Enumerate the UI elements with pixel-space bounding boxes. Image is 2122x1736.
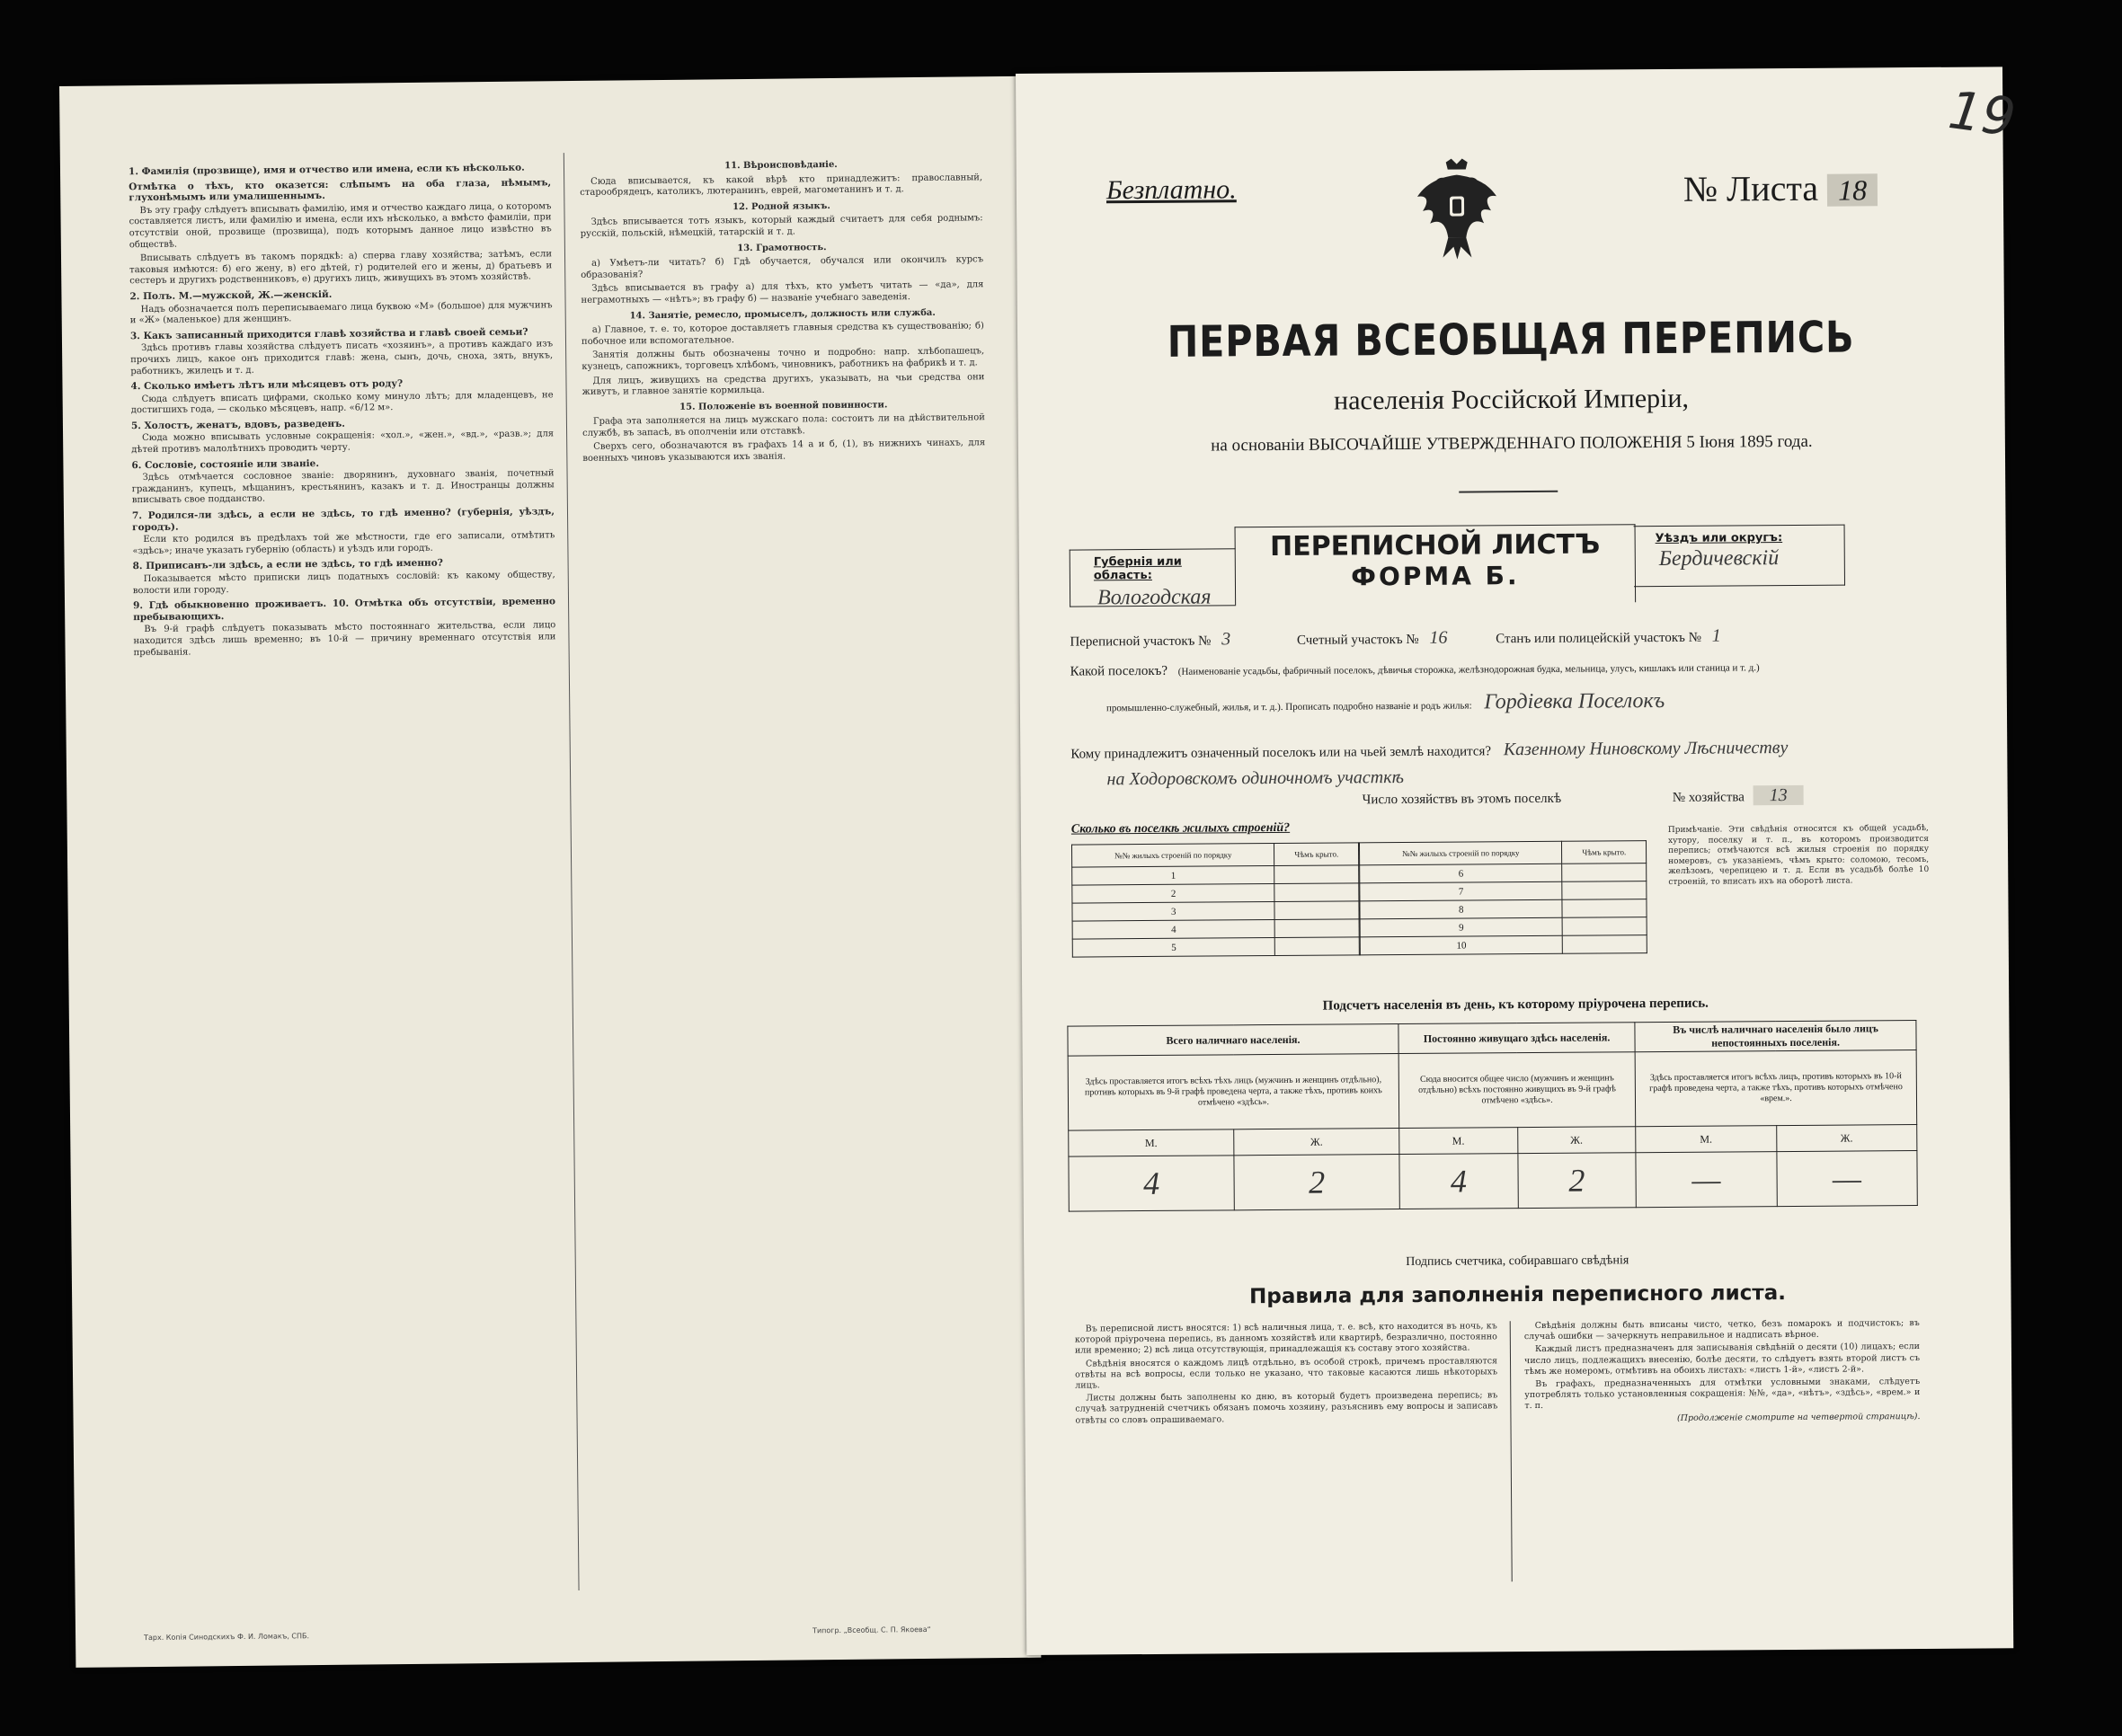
section-heading: 6. Сословіе, состояніе или званіе. [131,457,320,471]
buildings-note: Примѣчаніе. Эти свѣдѣнія относятся къ общей усадьбѣ, хутору, поселку и т. п., въ которомъ производится перепись; отмѣчаются всѣ жилыя строенія по порядку номеровъ, съ указаніемъ, чѣмъ крыто: соломою, тесомъ, желѣзомъ, черепицею и т. д. Если въ усадьбѣ болѣе 10 строеній, то вписать ихъ на оборотѣ листа. [1667,823,1930,887]
population-count-table [1067,1020,1917,1212]
rule-paragraph: Въ переписной листъ вносятся: 1) всѣ наличныя лица, т. е. всѣ, кто находится въ ночь, къ которой пріурочена перепись, въ данномъ хозяйствѣ или квартирѣ, безразлично, постоянно или временно; 2) всѣ лица отсутствующія, принадлежащія къ составу этого хозяйства. [1074,1321,1497,1356]
building-row-roof [1274,883,1359,902]
instruction-paragraph: Сюда можно вписывать условные сокращенія: «хол.», «жен.», «вд.», «разв.»; для дѣтей противъ малолѣтнихъ проводить черту. [131,429,555,456]
pop-female-label: Ж. [1234,1129,1399,1156]
building-row-number: 3 [1072,902,1275,922]
owner-value: Казенному Ниновскому Лѣсничеству [1503,738,1789,760]
rules-continued-note: (Продолженіе смотрите на четвертой страницѣ). [1676,1411,1921,1423]
uezd-label: Уѣздъ или округъ: [1655,531,1783,546]
double-headed-eagle-icon [1412,156,1503,263]
perepisnoy-value: 3 [1221,629,1231,650]
footer-right: Типогр. „Всеобщ. С. П. Якоева“ [812,1625,931,1635]
form-type: ФОРМА Б. [1351,561,1520,592]
buildings-header-number: №№ жилыхъ строеній по порядку [1071,844,1274,868]
section-heading: 13. Грамотность. [737,242,827,253]
instruction-paragraph: Надъ обозначается полъ переписываемаго лица буквою «М» (большое) для мужчинъ и «Ж» (маленькое) для женщинъ. [129,299,553,326]
instruction-paragraph: Здѣсь вписывается въ графу а) для тѣхъ, кто умѣетъ читать — «да», для неграмотныхъ — «нѣтъ»; въ графу б) — названіе учебнаго заведенія. [581,279,984,306]
building-row-number: 7 [1360,881,1563,901]
pop-male-label: М. [1069,1129,1234,1156]
left-page [59,76,1041,1668]
section-heading: 2. Полъ. М.—мужской, Ж.—женскій. [129,288,333,303]
building-row-number: 9 [1360,917,1563,937]
gubernia-value: Вологодская [1097,585,1212,610]
pop-permanent-female: 2 [1517,1153,1636,1209]
pop-total-female: 2 [1234,1155,1399,1210]
sheet-number [1683,166,1878,210]
pop-total-male: 4 [1069,1156,1234,1211]
instruction-paragraph: Въ эту графу слѣдуетъ вписывать фамилію, имя и отчество каждаго лица, о которомъ составляется листъ, или фамилію и имена, если ихъ нѣсколько, а вмѣсто фамиліи, при отсутствіи оной, прозвище (прозвища), подъ которымъ данное лицо извѣстно въ обществѣ. [129,201,552,250]
free-label: Безплатно. [1105,174,1237,206]
building-row-roof [1562,864,1647,882]
instruction-paragraph: Здѣсь вписывается тотъ языкъ, который каждый считаетъ для себя роднымъ: русскій, польскій, нѣмецкій, татарскій и т. д. [580,213,983,239]
stan-label: Станъ или полицейскій участокъ № [1496,630,1702,647]
building-row-roof [1562,899,1647,918]
owner-line-2 [1106,767,1404,790]
buildings-table-left [1071,842,1360,957]
instruction-paragraph: Сверхъ сего, обозначаются въ графахъ 14 а и б, (1), въ нижнихъ чинахъ, для военныхъ чиновъ указываются ихъ званія. [582,438,986,464]
building-row-number: 1 [1072,866,1275,886]
households-count-label: Число хозяйствъ въ этомъ поселкѣ [1362,791,1562,808]
rule-paragraph: Каждый листъ предназначенъ для записыванія свѣдѣній о десяти (10) лицахъ; если число лицъ, подлежащихъ внесенію, болѣе десяти, то слѣдуетъ взять второй листъ съ тѣмъ же номеромъ, отмѣтивъ на обоихъ листахъ: «листъ 1-й», «листъ 2-й». [1523,1342,1921,1377]
rule-paragraph: Свѣдѣнія вносятся о каждомъ лицѣ отдѣльно, въ особой строкѣ, причемъ проставляются отвѣты на всѣ вопросы, если только не указано, что таковые касаются лишь нѣкоторыхъ лицъ. [1075,1355,1498,1391]
form-heading [1235,524,1637,605]
sheet-number-label: № Листа [1683,167,1819,209]
instructions-column-2 [580,154,998,1587]
counter-signature-label: Подпись счетчика, собиравшаго свѣдѣнія [1406,1253,1629,1270]
pop-permanent-male: 4 [1399,1154,1518,1209]
settlement-line [1070,660,1760,679]
section-heading: 7. Родился-ли здѣсь, а если не здѣсь, то гдѣ именно? (губернія, уѣздъ, городъ). [131,506,555,533]
building-row-number: 4 [1072,920,1275,940]
pop-female-label: Ж. [1776,1125,1917,1152]
household-number-value: 13 [1754,785,1804,805]
instruction-paragraph: Здѣсь противъ главы хозяйства слѣдуетъ писать «хозяинъ», а противъ каждаго изъ прочихъ лицъ, какое онъ приходится главѣ: жена, сынъ, дочь, сноха, зять, внукъ, работникъ, жилецъ и т. д. [130,339,554,376]
building-row-roof [1274,901,1359,920]
instruction-paragraph: Сюда вписывается, къ какой вѣрѣ кто принадлежитъ: православный, старообрядецъ, католикъ, лютеранинъ, еврей, магометанинъ и т. д. [580,172,983,199]
section-heading: 3. Какъ записанный приходится главѣ хозяйства и главѣ своей семьи? [129,326,528,341]
pop-desc-total: Здѣсь проставляется итогъ всѣхъ тѣхъ лицъ (мужчинъ и женщинъ отдѣльно), противъ которыхъ въ 9-й графѣ проведена черта, а также тѣхъ, противъ коихъ отмѣчено «здѣсь». [1068,1054,1399,1131]
census-form-page [1016,66,2020,1655]
census-title: ПЕРВАЯ ВСЕОБЩАЯ ПЕРЕПИСЬ [1167,312,1855,368]
building-row-number: 6 [1360,864,1563,883]
building-row-number: 8 [1360,899,1563,919]
pop-header-temporary: Въ числѣ наличнаго населенія было лицъ непостоянныхъ поселенія. [1635,1021,1916,1052]
section-heading: 9. Гдѣ обыкновенно проживаетъ. 10. Отмѣтка объ отсутствіи, временно пребывающихъ. [132,596,556,623]
gubernia-box [1070,548,1236,610]
population-count-title: Подсчетъ населенія въ день, къ которому пріурочена перепись. [1322,996,1709,1014]
section-heading: 11. Вѣроисповѣданіе. [724,159,838,172]
building-row-number: 2 [1072,884,1275,904]
posyolok-hint: (Наименованіе усадьбы, фабричный поселокъ, дѣвичья сторожка, желѣзнодорожная будка, мельница, улусъ, кишлакъ или станица и т. д.) [1177,662,1760,678]
owner-value-2: на Ходоровскомъ одиночномъ участкѣ [1106,767,1404,790]
instructions-column-1 [129,158,566,1591]
census-subtitle: населенія Россійской Имперіи, [1333,383,1690,416]
instruction-paragraph: Занятія должны быть обозначены точно и подробно: напр. хлѣбопашецъ, кузнецъ, сапожникъ, торговецъ хлѣбомъ, чиновникъ, работникъ на фабрикѣ и т. д. [582,346,985,372]
pop-temporary-male: — [1636,1152,1777,1208]
pop-male-label: М. [1636,1126,1777,1153]
building-row-roof [1275,937,1360,956]
buildings-label: Сколько въ поселкѣ жилыхъ строеній? [1070,820,1291,837]
instruction-paragraph: Въ 9-й графѣ слѣдуетъ показывать мѣсто постояннаго жительства, если лицо находится здѣсь лишь временно; въ 10-й — причину временнаго отсутствія или пребыванія. [133,620,556,658]
stan-value: 1 [1711,625,1721,646]
section-heading: 4. Сколько имѣетъ лѣтъ или мѣсяцевъ отъ роду? [130,378,404,393]
instruction-paragraph: Графа эта заполняется на лицъ мужскаго пола: состоитъ ли на дѣйствительной службѣ, въ запасѣ, въ ополченіи или отставкѣ. [582,412,985,438]
section-heading: 15. Положеніе въ военной повинности. [679,400,888,412]
pop-temporary-female: — [1776,1151,1917,1207]
schetny-value: 16 [1429,627,1448,648]
pop-header-total: Всего наличнаго населенія. [1068,1024,1398,1057]
instruction-paragraph: Вписывать слѣдуетъ въ такомъ порядкѣ: а) сперва главу хозяйства; затѣмъ, если таковыя имѣются: б) его жену, в) его дѣтей, г) родителей его и жены, д) братьевъ и сестеръ и другихъ родственниковъ, е) другихъ лицъ, живущихъ въ этомъ хозяйствѣ. [129,249,553,287]
posyolok-hint-2: промышленно-служебный, жилья, и т. д.). Прописать подробно названіе и родъ жилья: [1105,700,1472,714]
instruction-paragraph: Сюда слѣдуетъ вписать цифрами, сколько кому минуло лѣтъ; для младенцевъ, не достигшихъ года, — сколько мѣсяцевъ, напр. «6/12 м». [130,389,554,416]
buildings-header-roof: Чѣмъ крыто. [1562,841,1647,864]
households-line [1363,785,1804,809]
section-heading: 1. Фамилія (прозвище), имя и отчество или имена, если къ нѣсколько. [128,162,525,178]
instruction-paragraph: а) Умѣетъ-ли читать? б) Гдѣ обучается, обучался или окончилъ курсъ образованія? [581,254,984,280]
section-heading: 8. Приписанъ-ли здѣсь, а если не здѣсь, то гдѣ именно? [132,557,443,572]
section-heading: Отмѣтка о тѣхъ, кто оказется: слѣпымъ на оба глаза, нѣмымъ, глухонѣмымъ или умалишеннымъ. [129,176,552,204]
gubernia-label: Губернія или область: [1093,554,1182,583]
rule-paragraph: Свѣдѣнія должны быть вписаны чисто, четко, безъ помарокъ и подчистокъ; въ случаѣ ошибки — зачеркнуть неправильное и надписать вѣрное. [1523,1318,1920,1342]
instruction-paragraph: а) Главное, т. е. то, которое доставляетъ главныя средства къ существованію; б) побочное или вспомогательное. [581,321,984,347]
instruction-paragraph: Если кто родился въ предѣлахъ той же мѣстности, где его записали, отмѣтить «здѣсь»; иначе указать губернію (область) и уѣздъ или городъ. [132,530,555,556]
pop-header-permanent: Постоянно живущаго здѣсь населенія. [1398,1023,1635,1054]
column-divider [564,153,580,1590]
settlement-line-2 [1106,689,1665,717]
household-number-label: № хозяйства [1672,790,1745,805]
pop-female-label: Ж. [1517,1127,1636,1154]
rules-column-right [1524,1318,1922,1590]
instruction-paragraph: Для лицъ, живущихъ на средства другихъ, указывать, на чьи средства они живутъ, и главное занятіе кормильца. [582,371,985,398]
rules-title: Правила для заполненія переписного листа. [1248,1281,1787,1309]
instruction-paragraph: Здѣсь отмѣчается сословное званіе: дворянинъ, духовнаго званія, почетный гражданинъ, купецъ, мѣщанинъ, крестьянинъ, казакъ и т. д. Иностранцы должны вписывать свое подданство. [131,468,555,506]
section-heading: 5. Холостъ, женатъ, вдовъ, разведенъ. [130,418,345,432]
owner-label: Кому принадлежитъ означенный поселокъ или на чьей землѣ находится? [1070,744,1492,762]
buildings-header-number: №№ жилыхъ строеній по порядку [1359,841,1562,865]
building-row-roof [1563,917,1647,936]
buildings-table-right [1359,840,1647,955]
instruction-paragraph: Показывается мѣсто приписки лицъ податныхъ сословій: къ какому обществу, волости или городу. [132,570,555,596]
divider [1459,491,1558,493]
handwritten-sheet-number: 19 [1945,78,2020,149]
building-row-roof [1562,881,1647,900]
building-row-roof [1563,935,1647,954]
pop-male-label: М. [1399,1128,1518,1155]
perepisnoy-label: Переписной участокъ № [1070,633,1212,650]
district-line [1070,626,1720,651]
building-row-roof [1275,919,1360,938]
rule-paragraph: Въ графахъ, предназначенныхъ для отмѣтки условными знаками, слѣдуетъ употреблять только установленныя сокращенія: №№, «да», «нѣтъ», «здѣсь», «врем.» и т. п. [1524,1377,1921,1412]
rule-paragraph: Листы должны быть заполнены ко дню, въ который будетъ произведена перепись; въ случаѣ затрудненій счетчикъ обязанъ помочь хозяину, разъяснивъ ему вопросы и записавъ отвѣты со словъ опрашиваемаго. [1075,1390,1498,1426]
form-title: ПЕРЕПИСНОЙ ЛИСТЪ [1269,528,1601,563]
section-heading: 12. Родной языкъ. [732,200,830,212]
building-row-number: 10 [1360,935,1563,955]
buildings-header-roof: Чѣмъ крыто. [1274,843,1359,866]
sheet-number-value: 18 [1827,173,1878,206]
uezd-value: Бердичевскій [1658,546,1780,571]
rules-column-left [1075,1321,1499,1593]
footer-left: Тарх. Копія Синодскихъ Ф. И. Ломакъ, СПБ. [144,1632,310,1643]
pop-desc-permanent: Сюда вносится общее число (мужчинъ и женщинъ отдѣльно) всѣхъ постоянно живущихъ въ 9-й графѣ отмѣчено «здѣсь». [1398,1052,1636,1129]
census-basis: на основаніи ВЫСОЧАЙШЕ УТВЕРЖДЕННАГО ПОЛОЖЕНІЯ 5 Іюня 1895 года. [1211,431,1813,456]
rules-divider [1510,1321,1513,1581]
owner-line [1070,738,1788,764]
building-row-number: 5 [1072,938,1275,958]
section-heading: 14. Занятіе, ремесло, промыселъ, должность или служба. [629,307,936,321]
posyolok-label: Какой поселокъ? [1070,663,1168,679]
pop-desc-temporary: Здѣсь проставляется итогъ всѣхъ лицъ, противъ которыхъ въ 10-й графѣ проведена черта, а также тѣхъ, противъ которыхъ отмѣчено «врем.». [1635,1050,1916,1127]
uezd-box [1634,525,1845,588]
building-row-roof [1274,865,1359,884]
schetny-label: Счетный участокъ № [1296,632,1419,648]
posyolok-value: Гордіевка Поселокъ [1484,688,1665,714]
